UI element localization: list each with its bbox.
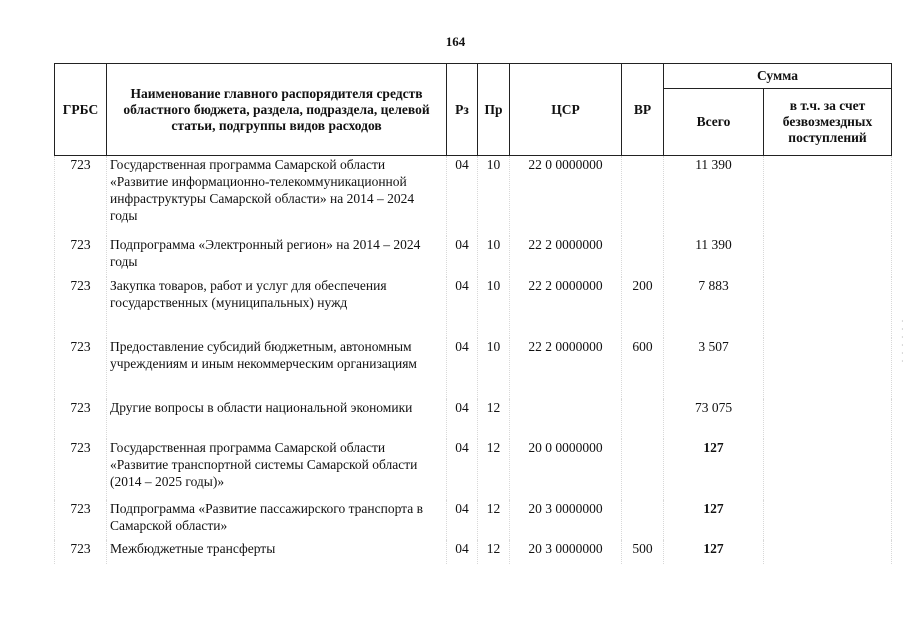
header-rz: Рз [447,64,478,156]
header-vr: ВР [622,64,664,156]
cell-csr: 22 2 0000000 [510,338,622,399]
cell-total: 7 883 [664,277,764,338]
cell-pr: 12 [478,399,510,439]
cell-vr [622,156,664,236]
page-number: 164 [445,34,466,49]
cell-vr [622,500,664,540]
cell-total: 11 390 [664,236,764,277]
cell-free [764,236,892,277]
header-pr: Пр [478,64,510,156]
cell-rz: 04 [447,399,478,439]
cell-vr [622,236,664,277]
cell-csr: 20 3 0000000 [510,500,622,540]
table-row [55,399,892,439]
cell-pr: 12 [478,439,510,500]
table-row [55,236,892,277]
scan-artifact: · · · · · · [901,317,904,366]
cell-total: 127 [664,439,764,500]
cell-name: Подпрограмма «Развитие пассажирского транспорта в Самарской области» [107,500,447,540]
cell-name: Государственная программа Самарской области «Развитие транспортной системы Самарской области (2014 – 2025 годы)» [107,439,447,500]
cell-csr: 22 0 0000000 [510,156,622,236]
cell-csr: 22 2 0000000 [510,277,622,338]
cell-vr: 600 [622,338,664,399]
budget-table [54,63,892,564]
cell-vr [622,439,664,500]
cell-total: 3 507 [664,338,764,399]
cell-grbs: 723 [55,500,107,540]
cell-grbs: 723 [55,236,107,277]
cell-free [764,156,892,236]
cell-name: Межбюджетные трансферты [107,540,447,564]
cell-grbs: 723 [55,338,107,399]
cell-free [764,540,892,564]
cell-vr: 200 [622,277,664,338]
cell-csr: 20 0 0000000 [510,439,622,500]
cell-free [764,277,892,338]
cell-grbs: 723 [55,277,107,338]
table-row [55,439,892,500]
cell-csr: 20 3 0000000 [510,540,622,564]
cell-pr: 12 [478,500,510,540]
cell-rz: 04 [447,236,478,277]
cell-name: Государственная программа Самарской области «Развитие информационно-телекоммуникационной инфраструктуры Самарской области» на 2014 – 2024 годы [107,156,447,236]
cell-csr [510,399,622,439]
cell-rz: 04 [447,540,478,564]
cell-total: 11 390 [664,156,764,236]
cell-csr: 22 2 0000000 [510,236,622,277]
cell-rz: 04 [447,500,478,540]
cell-rz: 04 [447,439,478,500]
cell-name: Подпрограмма «Электронный регион» на 2014 – 2024 годы [107,236,447,277]
cell-rz: 04 [447,338,478,399]
header-sum: Сумма [664,64,892,89]
cell-total: 127 [664,540,764,564]
cell-pr: 12 [478,540,510,564]
cell-free [764,399,892,439]
cell-free [764,338,892,399]
cell-rz: 04 [447,156,478,236]
cell-free [764,500,892,540]
cell-pr: 10 [478,236,510,277]
cell-name: Предоставление субсидий бюджетным, автономным учреждениям и иным некоммерческим организациям [107,338,447,399]
cell-pr: 10 [478,277,510,338]
cell-grbs: 723 [55,399,107,439]
cell-grbs: 723 [55,439,107,500]
cell-vr [622,399,664,439]
cell-free [764,439,892,500]
header-name: Наименование главного распорядителя средств областного бюджета, раздела, подраздела, целевой статьи, подгруппы видов расходов [107,64,447,156]
header-csr: ЦСР [510,64,622,156]
cell-pr: 10 [478,156,510,236]
table-row [55,277,892,338]
table-row [55,540,892,564]
header-total: Всего [664,89,764,156]
table-header [55,64,892,156]
cell-rz: 04 [447,277,478,338]
cell-total: 73 075 [664,399,764,439]
table-row [55,500,892,540]
cell-grbs: 723 [55,156,107,236]
header-free: в т.ч. за счет безвозмездных поступлений [764,89,892,156]
cell-name: Другие вопросы в области национальной экономики [107,399,447,439]
cell-pr: 10 [478,338,510,399]
table-row [55,156,892,236]
cell-vr: 500 [622,540,664,564]
cell-total: 127 [664,500,764,540]
cell-name: Закупка товаров, работ и услуг для обеспечения государственных (муниципальных) нужд [107,277,447,338]
cell-grbs: 723 [55,540,107,564]
table-row [55,338,892,399]
header-grbs: ГРБС [55,64,107,156]
